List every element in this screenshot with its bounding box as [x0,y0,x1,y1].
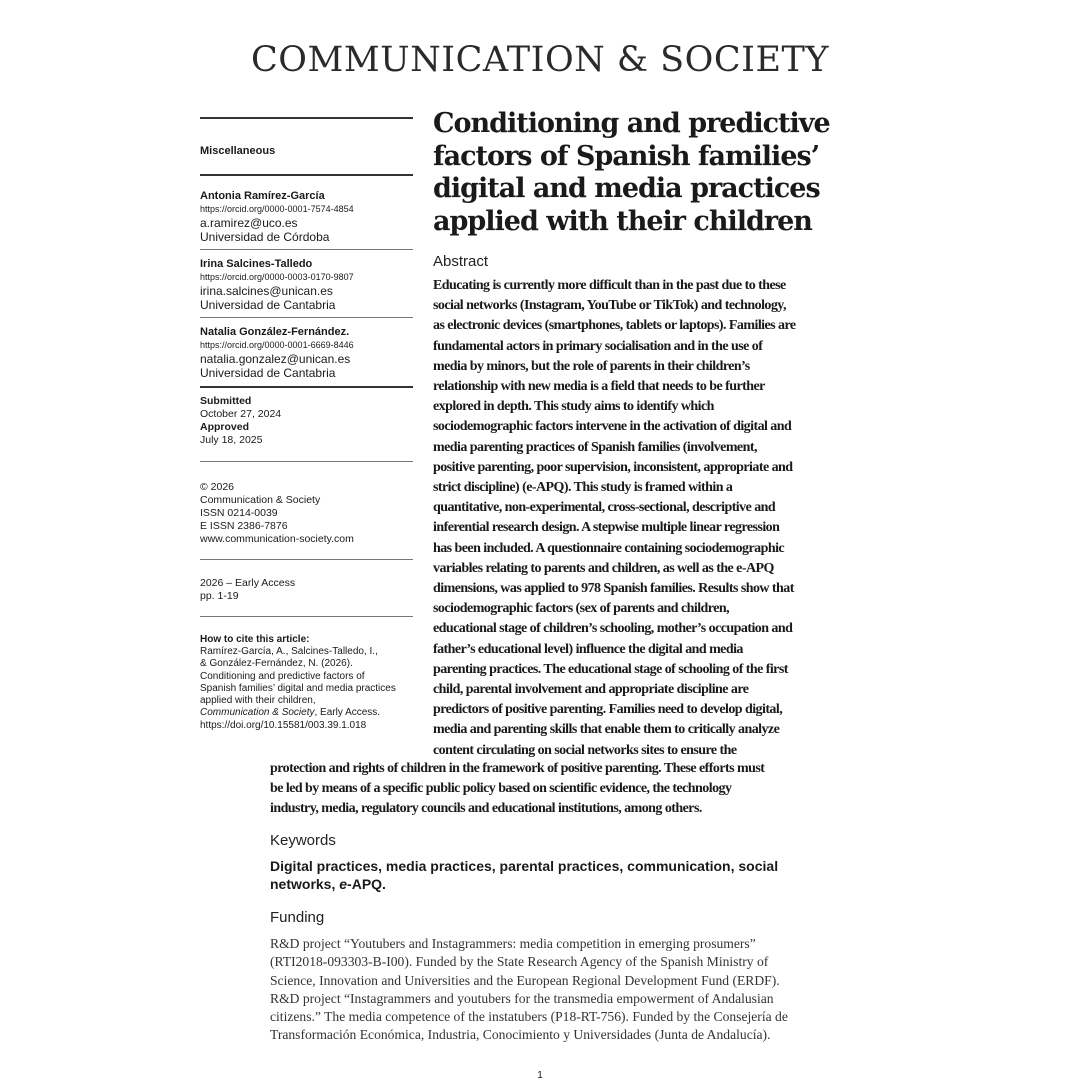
keyword-end: -APQ. [347,876,386,892]
author-orcid[interactable]: https://orcid.org/0000-0003-0170-9807 [200,272,354,282]
section-label: Miscellaneous [200,145,276,157]
author-email[interactable]: natalia.gonzalez@unican.es [200,352,351,366]
page-number: 1 [537,1070,543,1081]
keywords-text [270,857,830,893]
abstract-line: father’s educational level) influence the digital and media [433,641,743,657]
eissn: E ISSN 2386-7876 [200,520,288,532]
abstract-line: positive parenting, poor supervision, inconsistent, appropriate and [433,459,793,475]
abstract-heading: Abstract [433,253,489,270]
journal-title: COMMUNICATION & SOCIETY [251,40,829,80]
abstract-line: dimensions, was applied to 978 Spanish families. Results show that [433,581,794,597]
abstract-line: inferential research design. A stepwise multiple linear regression [433,520,780,536]
divider [200,461,413,462]
abstract-line: media parenting practices of Spanish families (involvement, [433,439,757,455]
keywords-heading: Keywords [270,832,336,849]
abstract-line: Educating is currently more difficult than in the past due to these [433,278,786,293]
title-line: applied with their children [433,205,812,237]
abstract-line: be led by means of a specific public policy based on scientific evidence, the technology [270,781,732,797]
submitted-date: October 27, 2024 [200,408,282,420]
publisher-name: Communication & Society [200,494,321,506]
abstract-line: child, parental involvement and appropriate discipline are [433,682,749,698]
abstract-line: sociodemographic factors (sex of parents and children, [433,601,730,617]
funding-line: R&D project “Instagrammers and youtubers for the transmedia empowerment of Andalusian [270,990,774,1006]
author-orcid[interactable]: https://orcid.org/0000-0001-7574-4854 [200,204,354,214]
funding-line: Science, Innovation and Universities and the European Regional Development Fund (ERDF). [270,972,780,988]
author-block [200,190,413,244]
abstract-line: content circulating on social networks sites to ensure the [433,742,737,758]
page-range: pp. 1-19 [200,590,239,602]
cite-line: Spanish families’ digital and media practices [200,682,396,694]
abstract-line: parenting practices. The educational stage of schooling of the first [433,661,788,677]
author-name: Antonia Ramírez-García [200,190,325,202]
abstract-line: media by minors, but the role of parents in their children’s [433,358,750,374]
abstract-line: has been included. A questionnaire containing sociodemographic [433,540,785,556]
funding-line: citizens.” The media competence of the instatubers (P18-RT-756). Funded by the Consejería de [270,1009,788,1025]
submitted-label: Submitted [200,395,252,407]
dates-block [200,395,413,447]
title-line: Conditioning and predictive [433,108,830,139]
author-affiliation: Universidad de Córdoba [200,230,330,244]
abstract-line: explored in depth. This study aims to identify which [433,399,714,415]
divider [200,386,413,388]
divider [200,117,413,119]
issn: ISSN 0214-0039 [200,507,278,519]
abstract-line: protection and rights of children in the framework of positive parenting. These efforts must [270,761,765,776]
abstract-text [433,276,859,761]
divider [200,249,413,250]
abstract-line: educational stage of children’s schooling, mother’s occupation and [433,621,793,637]
issue-block [200,577,413,603]
author-email[interactable]: a.ramirez@uco.es [200,216,298,230]
issue-info: 2026 – Early Access [200,577,296,589]
cite-journal: Communication & Society [200,707,315,719]
abstract-line: media and parenting skills that enable them to critically analyze [433,722,780,738]
divider [200,559,413,560]
title-line: digital and media practices [433,173,820,204]
abstract-line: industry, media, regulatory councils and educational institutions, among others. [270,801,702,817]
abstract-line: fundamental actors in primary socialisation and in the use of [433,338,763,354]
author-block [200,258,413,312]
cite-line: & González-Fernández, N. (2026). [200,658,353,670]
author-orcid[interactable]: https://orcid.org/0000-0001-6669-8446 [200,340,354,350]
divider [200,174,413,176]
cite-label: How to cite this article: [200,634,310,645]
journal-website[interactable]: www.communication-society.com [200,533,354,545]
divider [200,616,413,617]
citation-block [200,633,413,732]
cite-line: Conditioning and predictive factors of [200,670,365,682]
cite-doi[interactable]: https://doi.org/10.15581/003.39.1.018 [200,719,367,731]
funding-line: R&D project “Youtubers and Instagrammers: media competition in emerging prosumers” [270,936,756,951]
funding-heading: Funding [270,909,325,926]
cite-line: Ramírez-García, A., Salcines-Talledo, I., [200,646,378,657]
copyright: © 2026 [200,481,235,493]
author-affiliation: Universidad de Cantabria [200,298,336,312]
keywords-list: Digital practices, media practices, parental practices, communication, social networks, [270,858,779,892]
abstract-text-continued [270,759,870,820]
funding-text [270,935,870,1045]
cite-access: , Early Access. [314,707,381,719]
keyword-italic: e [339,876,348,892]
cite-line [200,707,413,719]
abstract-line: quantitative, non-experimental, cross-sectional, descriptive and [433,500,776,516]
cite-line: applied with their children, [200,695,316,707]
title-line: factors of Spanish families’ [433,140,820,172]
abstract-line: strict discipline) (e-APQ). This study is framed within a [433,480,733,496]
abstract-line: as electronic devices (smartphones, tablets or laptops). Families are [433,318,796,334]
author-name: Irina Salcines-Talledo [200,258,313,270]
publisher-block [200,481,413,546]
author-affiliation: Universidad de Cantabria [200,366,336,380]
abstract-line: relationship with new media is a field that needs to be further [433,379,765,395]
divider [200,317,413,318]
article-sidebar [200,117,413,732]
abstract-line: predictors of positive parenting. Families need to develop digital, [433,702,783,718]
author-name: Natalia González-Fernández. [200,326,350,338]
author-block [200,326,413,380]
approved-label: Approved [200,421,250,433]
abstract-line: social networks (Instagram, YouTube or TikTok) and technology, [433,298,786,314]
funding-line: (RTI2018-093303-B-I00). Funded by the State Research Agency of the Spanish Ministry of [270,954,769,970]
abstract-line: variables relating to parents and children, as well as the e-APQ [433,560,774,576]
article-title [433,108,853,238]
funding-line: Transformación Económica, Industria, Conocimiento y Universidades (Junta de Andalucía). [270,1027,771,1043]
author-email[interactable]: irina.salcines@unican.es [200,284,333,298]
abstract-line: sociodemographic factors intervene in the activation of digital and [433,419,792,435]
approved-date: July 18, 2025 [200,434,263,446]
